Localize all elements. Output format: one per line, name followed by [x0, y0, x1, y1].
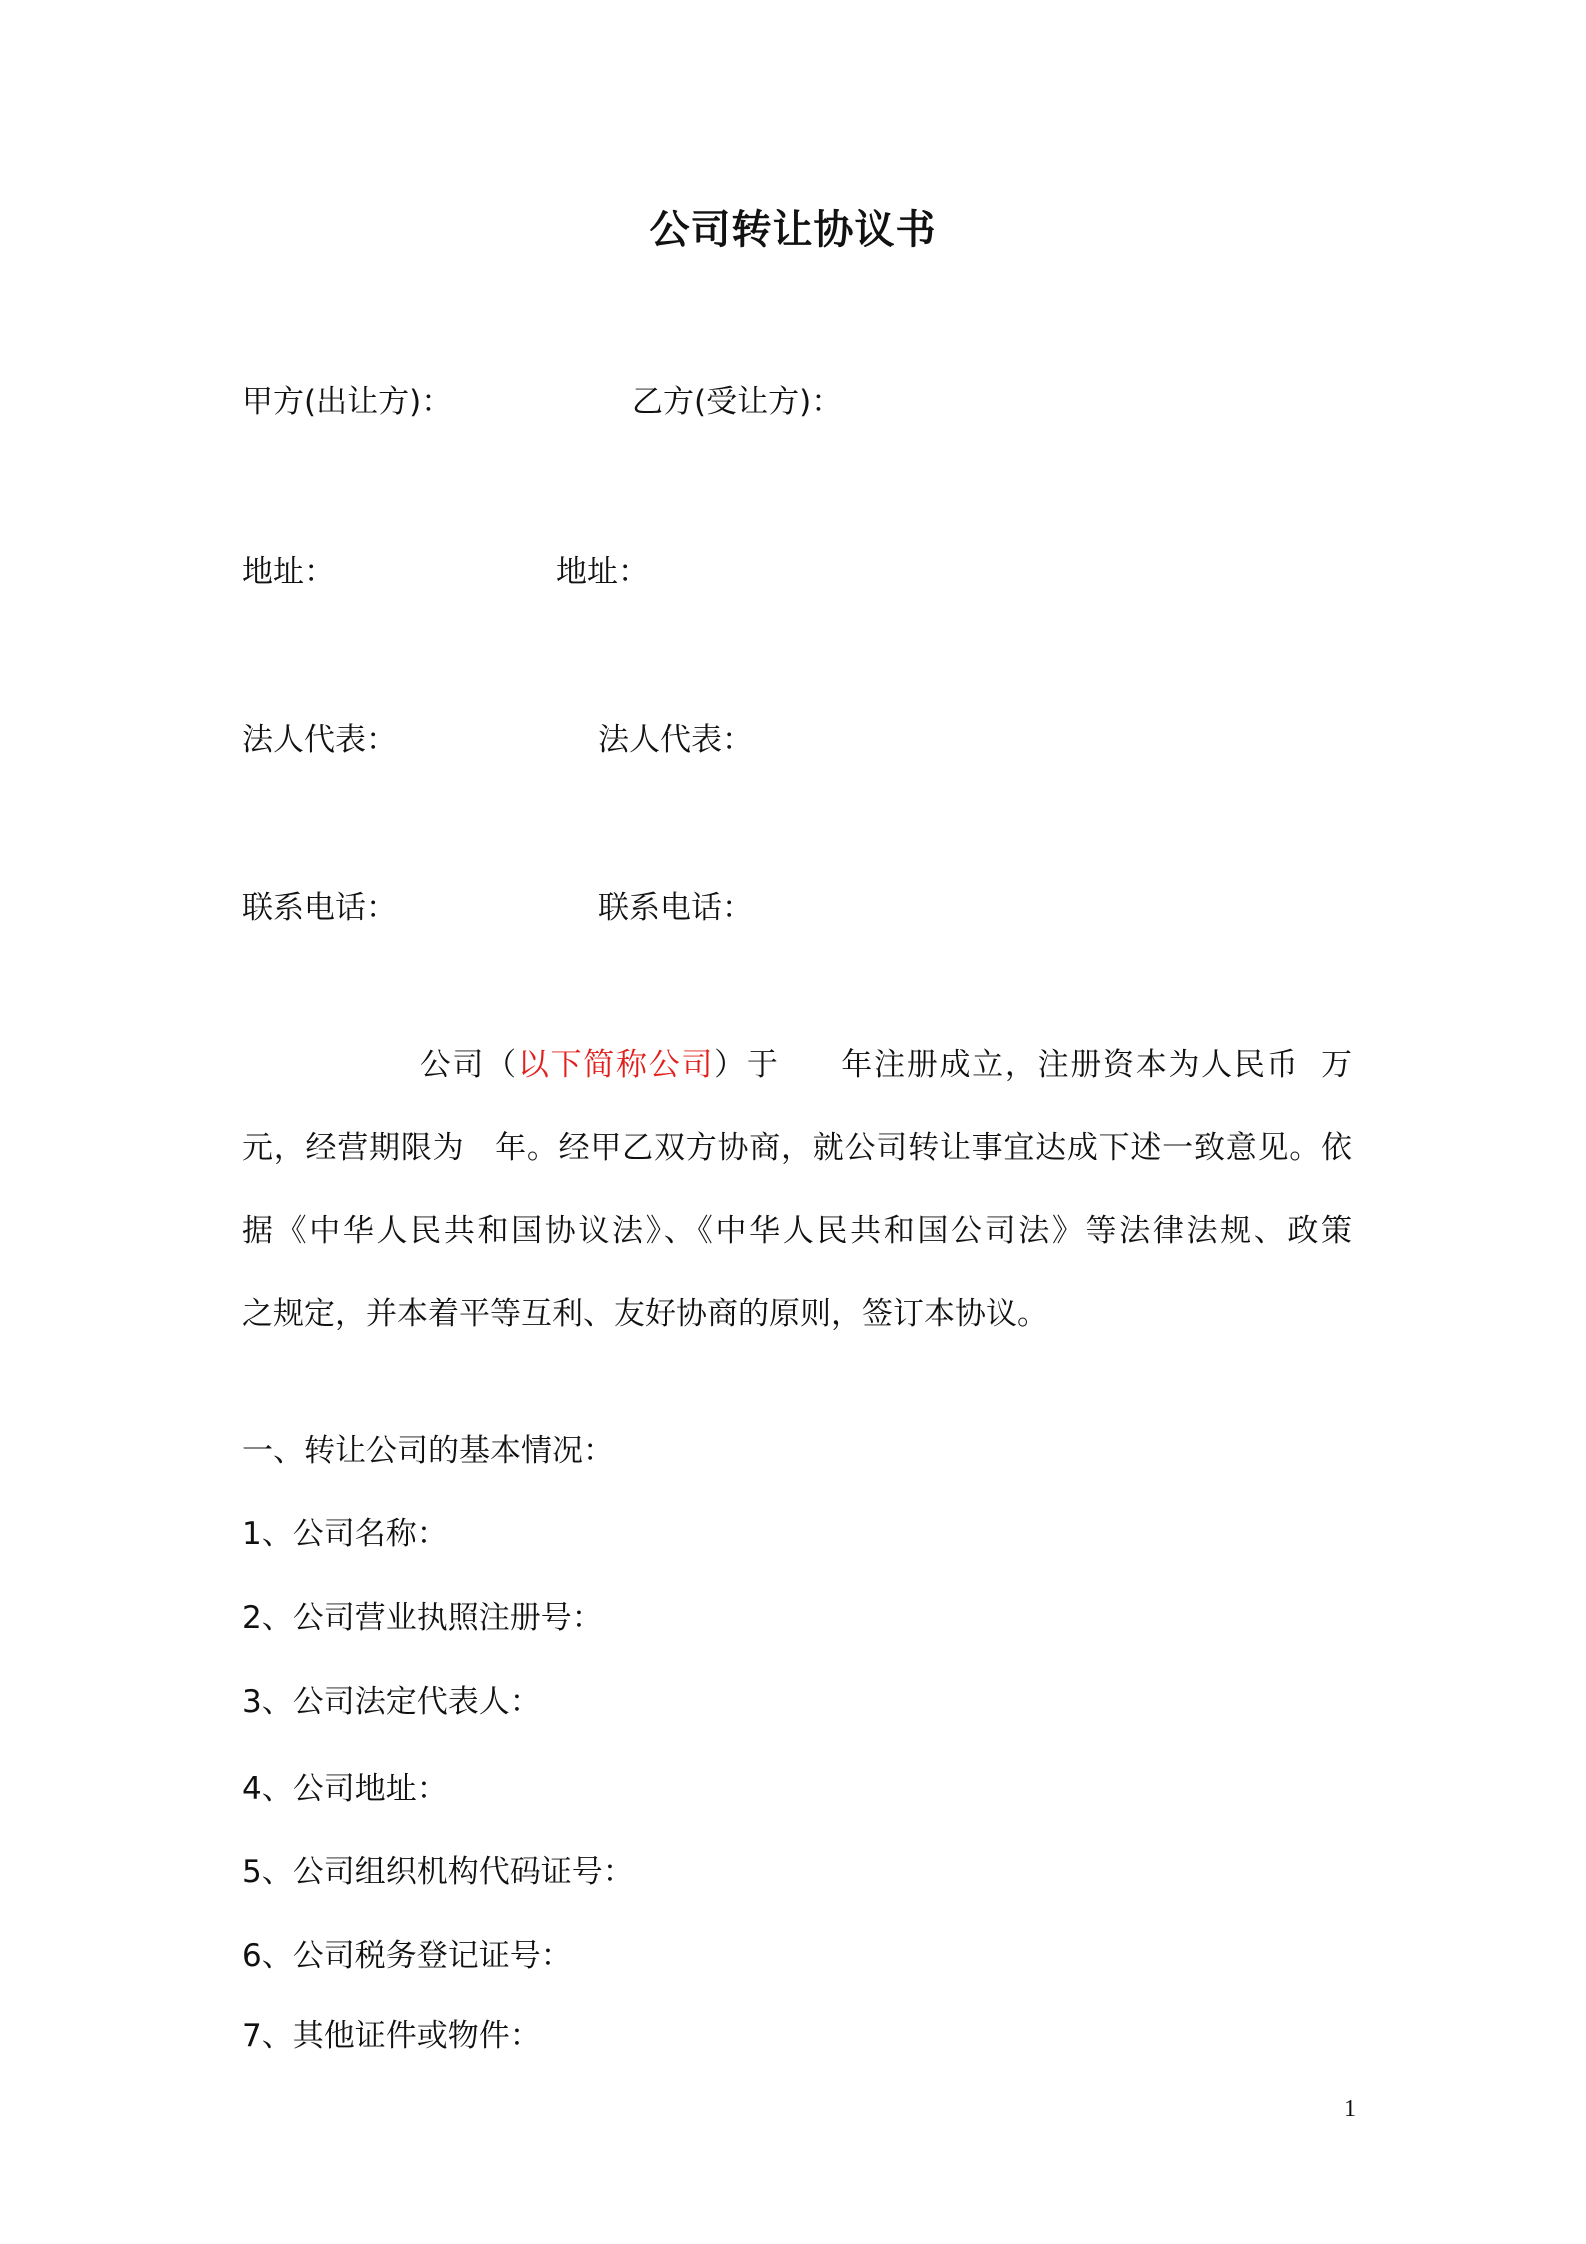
intro-unit-wan: 万 [1319, 1047, 1352, 1083]
legal-rep-b-label: 法人代表： [598, 722, 753, 758]
section-1-item-3: 3、公司法定代表人： [242, 1684, 541, 1720]
intro-registration-text: 年注册成立，注册资本为人民币 [839, 1047, 1300, 1083]
phone-b-label: 联系电话： [598, 890, 753, 926]
section-1-item-1: 1、公司名称： [242, 1516, 448, 1552]
party-b-label: 乙方(受让方)： [632, 384, 843, 420]
address-b-label: 地址： [556, 554, 649, 590]
section-1-item-7: 7、其他证件或物件： [242, 2018, 541, 2054]
legal-rep-a-label: 法人代表： [242, 722, 397, 758]
phone-a-label: 联系电话： [242, 890, 397, 926]
intro-paragraph [242, 1024, 1352, 1356]
section-1-item-2: 2、公司营业执照注册号： [242, 1600, 603, 1636]
intro-line-1 [242, 1024, 1352, 1107]
section-1-item-6: 6、公司税务登记证号： [242, 1938, 572, 1974]
intro-company-text: 公司（ [418, 1047, 518, 1083]
party-a-label: 甲方(出让方)： [242, 384, 453, 420]
intro-line-2 [242, 1107, 1352, 1190]
section-1-item-5: 5、公司组织机构代码证号： [242, 1854, 634, 1890]
intro-agreement-text: 年。经甲乙双方协商，就公司转让事宜达成下述一致意见。依 [494, 1130, 1352, 1166]
page-number: 1 [1344, 2096, 1356, 2122]
intro-bracket-close: ）于 [714, 1047, 780, 1083]
section-1-item-4: 4、公司地址： [242, 1771, 448, 1807]
document-title: 公司转让协议书 [649, 207, 937, 253]
section-1-heading: 一、转让公司的基本情况： [242, 1433, 614, 1469]
address-a-label: 地址： [242, 554, 335, 590]
intro-term-text: 元，经营期限为 [242, 1130, 465, 1166]
intro-abbreviation: 以下简称公司 [517, 1047, 715, 1083]
intro-line-4: 之规定，并本着平等互利、友好协商的原则，签订本协议。 [242, 1296, 1048, 1332]
intro-line-3: 据《中华人民共和国协议法》、《中华人民共和国公司法》等法律法规、政策 [242, 1213, 1352, 1249]
